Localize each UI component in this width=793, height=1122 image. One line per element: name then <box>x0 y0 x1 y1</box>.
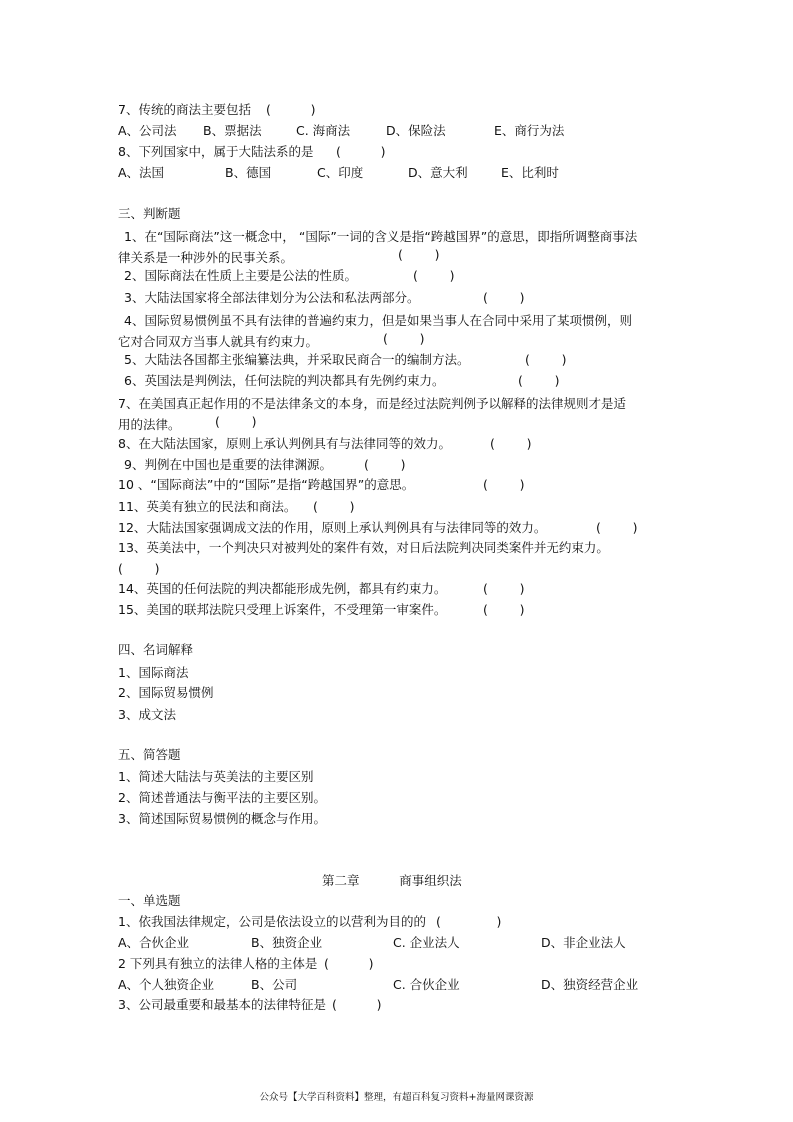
tf-blank-8: ( ) <box>490 436 532 451</box>
tf-blank-1: ( ) <box>398 247 440 262</box>
ch2-answer-blank-2: ( ) <box>324 956 374 971</box>
ch2-q1-option-b: B、独资企业 <box>251 935 323 950</box>
tf-item-1: 1、在“国际商法”这一概念中， “国际”一词的含义是指“跨越国界”的意思，即指所调整商事法律关系是一种涉外的民事关系。 <box>118 229 638 265</box>
tf-blank-14: ( ) <box>483 581 525 596</box>
q8-option-c: C、印度 <box>317 165 364 180</box>
chapter-heading: 第二章 商事组织法 <box>322 873 462 888</box>
q8-option-a: A、法国 <box>118 165 165 180</box>
tf-item-10: 10 、“国际商法”中的“国际”是指“跨越国界”的意思。 <box>118 477 415 492</box>
tf-item-6: 6、英国法是判例法，任何法院的判决都具有先例约束力。 <box>124 373 445 388</box>
tf-item-9: 9、判例在中国也是重要的法律渊源。 <box>124 457 332 472</box>
short-answer-item-3: 3、简述国际贸易惯例的概念与作用。 <box>118 811 326 826</box>
tf-item-8: 8、在大陆法国家，原则上承认判例具有与法律同等的效力。 <box>118 436 451 451</box>
q7-option-a: A、公司法 <box>118 123 177 138</box>
term-item-3: 3、成文法 <box>118 707 176 722</box>
ch2-question-1: 1、依我国法律规定，公司是依法设立的以营利为目的的 <box>118 914 426 929</box>
section-title-short-answer: 五、简答题 <box>118 747 181 762</box>
tf-item-11: 11、英美有独立的民法和商法。 <box>118 499 297 514</box>
ch2-answer-blank-1: ( ) <box>436 914 502 929</box>
ch2-q1-option-c: C. 企业法人 <box>393 935 460 950</box>
ch2-q2-option-a: A、个人独资企业 <box>118 977 215 992</box>
q7-option-d: D、保险法 <box>386 123 446 138</box>
q7-option-e: E、商行为法 <box>494 123 565 138</box>
tf-blank-10: ( ) <box>483 477 525 492</box>
q8-option-d: D、意大利 <box>408 165 468 180</box>
ch2-q1-option-a: A、合伙企业 <box>118 935 190 950</box>
section-title-true-false: 三、判断题 <box>118 206 181 221</box>
tf-blank-2: ( ) <box>413 268 455 283</box>
ch2-q2-option-b: B、公司 <box>251 977 298 992</box>
page-footer: 公众号【大学百科资料】整理，有超百科复习资料+海量网课资源 <box>259 1092 534 1103</box>
tf-item-15: 15、美国的联邦法院只受理上诉案件，不受理第一审案件。 <box>118 602 447 617</box>
ch2-q2-option-d: D、独资经营企业 <box>541 977 639 992</box>
tf-item-3: 3、大陆法国家将全部法律划分为公法和私法两部分。 <box>124 290 420 305</box>
q8-option-e: E、比利时 <box>501 165 559 180</box>
ch2-q1-option-d: D、非企业法人 <box>541 935 626 950</box>
tf-blank-12: ( ) <box>596 520 638 535</box>
term-item-2: 2、国际贸易惯例 <box>118 685 214 700</box>
tf-blank-3: ( ) <box>483 290 525 305</box>
ch2-question-2: 2 下列具有独立的法律人格的主体是 <box>118 956 318 971</box>
tf-item-5: 5、大陆法各国都主张编纂法典，并采取民商合一的编制方法。 <box>124 352 470 367</box>
tf-blank-4: ( ) <box>383 331 425 346</box>
ch2-question-3: 3、公司最重要和最基本的法律特征是 <box>118 997 326 1012</box>
tf-blank-13: ( ) <box>118 561 160 576</box>
tf-blank-9: ( ) <box>364 457 406 472</box>
tf-blank-5: ( ) <box>525 352 567 367</box>
ch2-q2-option-c: C. 合伙企业 <box>393 977 460 992</box>
tf-blank-6: ( ) <box>518 373 560 388</box>
q8-option-b: B、德国 <box>225 165 272 180</box>
question-8: 8、下列国家中，属于大陆法系的是 <box>118 144 314 159</box>
ch2-answer-blank-3: ( ) <box>332 997 382 1012</box>
tf-item-7: 7、在美国真正起作用的不是法律条文的本身，而是经过法院判例予以解释的法律规则才是适用的法律。 <box>118 396 626 432</box>
short-answer-item-2: 2、简述普通法与衡平法的主要区别。 <box>118 790 326 805</box>
q7-option-b: B、票据法 <box>203 123 262 138</box>
tf-blank-15: ( ) <box>483 602 525 617</box>
tf-item-14: 14、英国的任何法院的判决都能形成先例，都具有约束力。 <box>118 581 447 596</box>
tf-blank-11: ( ) <box>313 499 355 514</box>
tf-item-12: 12、大陆法国家强调成文法的作用，原则上承认判例具有与法律同等的效力。 <box>118 520 547 535</box>
section-title-single-choice: 一、单选题 <box>118 893 181 908</box>
answer-blank-q8: ( ) <box>336 144 386 159</box>
short-answer-item-1: 1、简述大陆法与英美法的主要区别 <box>118 769 314 784</box>
q7-option-c: C. 海商法 <box>296 123 351 138</box>
tf-item-13: 13、英美法中，一个判决只对被判处的案件有效，对日后法院判决同类案件并无约束力。 <box>118 540 609 555</box>
question-7: 7、传统的商法主要包括 <box>118 102 251 117</box>
tf-item-2: 2、国际商法在性质上主要是公法的性质。 <box>124 268 357 283</box>
section-title-terms: 四、名词解释 <box>118 642 194 657</box>
answer-blank-q7: ( ) <box>266 102 316 117</box>
tf-blank-7: ( ) <box>215 414 257 429</box>
term-item-1: 1、国际商法 <box>118 665 189 680</box>
tf-item-4: 4、国际贸易惯例虽不具有法律的普遍约束力，但是如果当事人在合同中采用了某项惯例，则它对合同双方当事人就具有约束力。 <box>118 313 632 349</box>
